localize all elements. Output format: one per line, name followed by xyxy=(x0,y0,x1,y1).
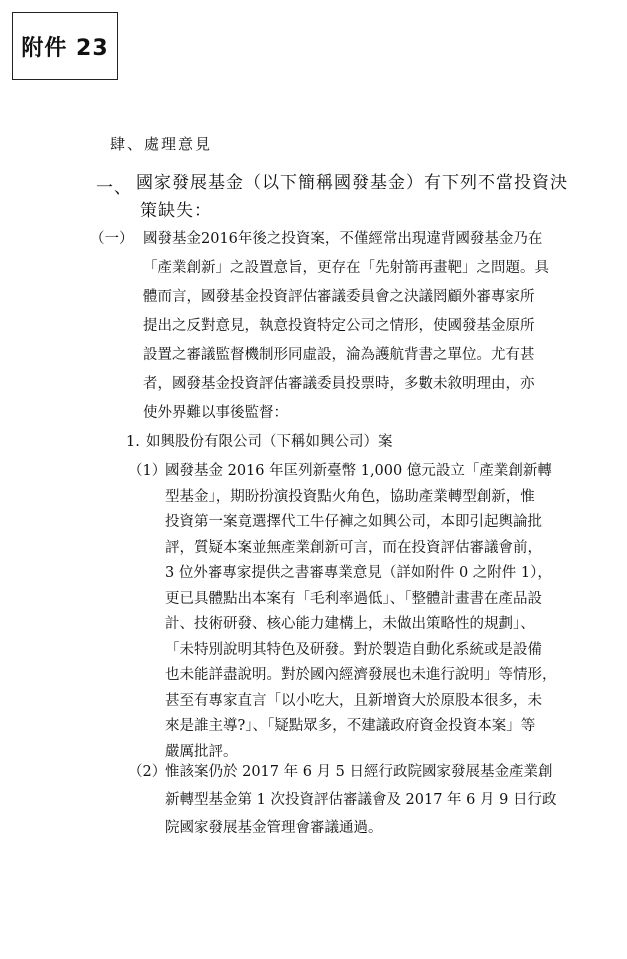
item1-line-1: 國家發展基金（以下簡稱國發基金）有下列不當投資決 xyxy=(136,173,568,193)
para2-line-3: 院國家發展基金管理會審議通過。 xyxy=(165,820,383,836)
annex-label: 附件 23 xyxy=(21,35,109,61)
sub1-line-6: 者，國發基金投資評估審議委員投票時，多數未敘明理由，亦 xyxy=(143,376,535,392)
para1-line-8: 「未特別說明其特色及研發。對於製造自動化系統或是設備 xyxy=(165,641,542,658)
para1-line-5: 3 位外審專家提供之書審專業意見（詳如附件 0 之附件 1）， xyxy=(165,565,552,581)
section-heading: 肆、處理意見 xyxy=(110,135,213,153)
para2-line-1: 惟該案仍於 2017 年 6 月 5 日經行政院國家發展基金產業創 xyxy=(165,764,553,780)
item1-marker: 一、 xyxy=(96,178,132,198)
para1-line-4: 評，質疑本案並無產業創新可言，而在投資評估審議會前， xyxy=(165,539,542,556)
para1-line-6: 更已具體點出本案有「毛利率過低」、「整體計畫書在產品設 xyxy=(165,590,542,607)
item1-line-2: 策缺失： xyxy=(140,201,212,221)
annex-label-box xyxy=(12,12,118,80)
sub1-line-4: 提出之反對意見，執意投資特定公司之情形，使國發基金原所 xyxy=(143,318,535,334)
sub1-line-1: 國發基金2016年後之投資案，不僅經常出現違背國發基金乃在 xyxy=(143,231,543,247)
sub1-marker: （一） xyxy=(90,231,134,247)
para1-line-11: 來是誰主導?」、「疑點眾多，不建議政府資金投資本案」等 xyxy=(165,718,536,734)
para2-marker: （2） xyxy=(128,764,167,780)
case1-title: 如興股份有限公司（下稱如興公司）案 xyxy=(146,434,393,450)
para1-marker: （1） xyxy=(128,463,167,479)
sub1-line-5: 設置之審議監督機制形同虛設，淪為護航背書之單位。尤有甚 xyxy=(143,347,535,363)
para1-line-12: 嚴厲批評。 xyxy=(165,743,238,760)
para1-line-9: 也未能詳盡說明。對於國內經濟發展也未進行說明」等情形， xyxy=(165,667,557,683)
sub1-line-2: 「產業創新」之設置意旨，更存在「先射箭再畫靶」之問題。具 xyxy=(143,260,549,276)
sub1-line-3: 體而言，國發基金投資評估審議委員會之決議罔顧外審專家所 xyxy=(143,289,535,305)
para1-line-3: 投資第一案竟選擇代工牛仔褲之如興公司，本即引起輿論批 xyxy=(165,514,542,530)
para1-line-10: 甚至有專家直言「以小吃大，且新增資大於原股本很多，未 xyxy=(165,692,542,709)
sub1-line-7: 使外界難以事後監督： xyxy=(143,405,288,421)
case1-marker: 1. xyxy=(126,434,140,450)
para1-line-1: 國發基金 2016 年匡列新臺幣 1,000 億元設立「產業創新轉 xyxy=(165,463,552,479)
para2-line-2: 新轉型基金第 1 次投資評估審議會及 2017 年 6 月 9 日行政 xyxy=(165,792,557,808)
para1-line-7: 計、技術研發、核心能力建構上，未做出策略性的規劃」、 xyxy=(165,616,535,632)
para1-line-2: 型基金」，期盼扮演投資點火角色，協助產業轉型創新，惟 xyxy=(165,488,535,505)
